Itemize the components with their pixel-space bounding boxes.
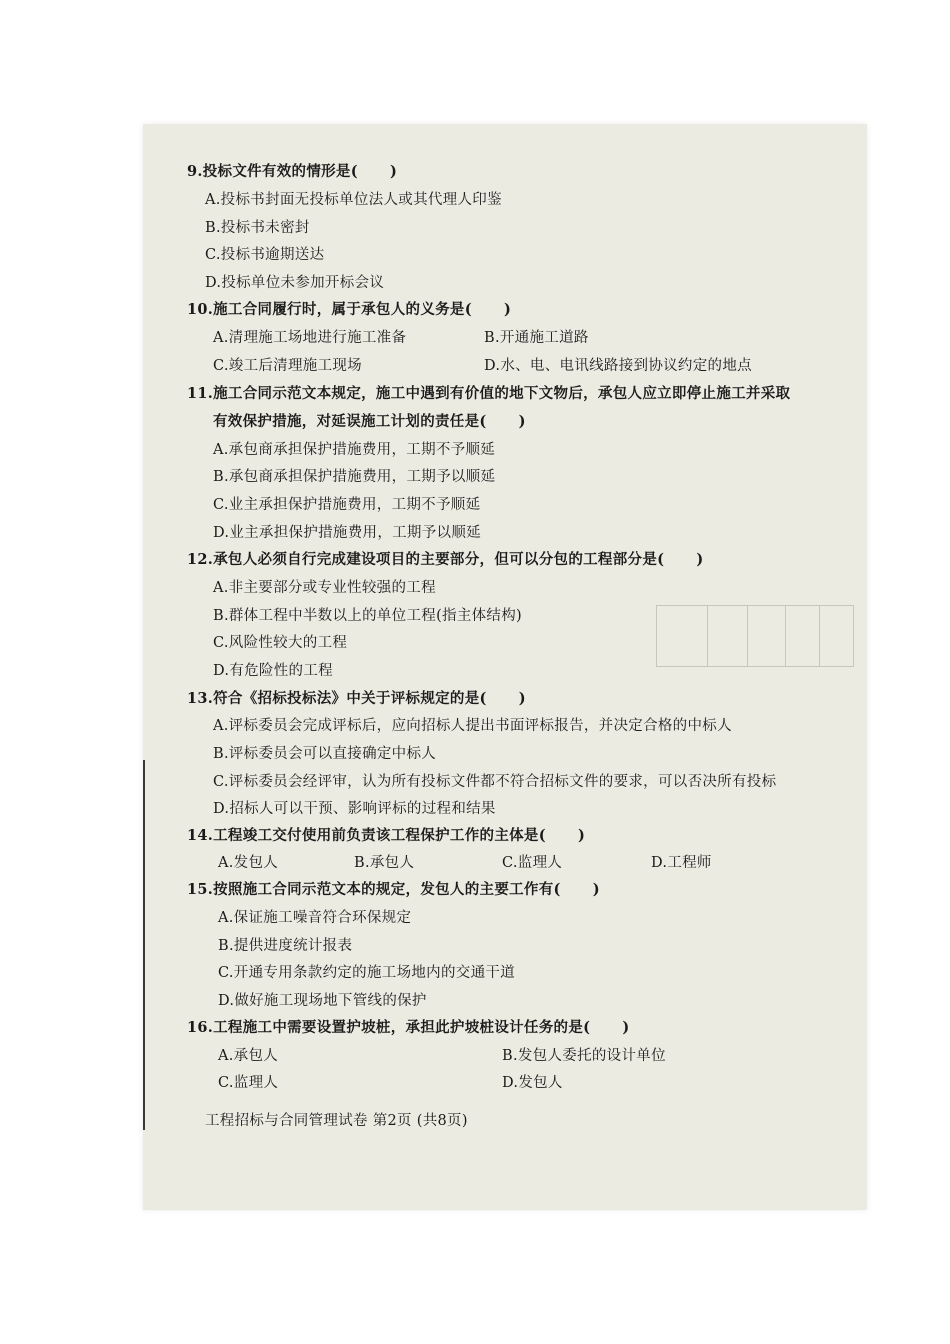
question-11-stem-line-2: 有效保护措施，对延误施工计划的责任是( ) xyxy=(213,413,526,430)
question-14-stem: 14.工程竣工交付使用前负责该工程保护工作的主体是( ) xyxy=(187,827,586,844)
question-13-stem: 13.符合《招标投标法》中关于评标规定的是( ) xyxy=(187,690,526,707)
question-16-option-a: A.承包人 xyxy=(218,1048,279,1064)
question-15-option-a: A.保证施工噪音符合环保规定 xyxy=(218,910,412,926)
question-9-option-a: A.投标书封面无投标单位法人或其代理人印鉴 xyxy=(205,192,502,208)
question-10-option-a: A.清理施工场地进行施工准备 xyxy=(213,330,407,346)
question-11-option-b: B.承包商承担保护措施费用，工期予以顺延 xyxy=(213,469,496,485)
question-16-stem: 16.工程施工中需要设置护坡桩，承担此护坡桩设计任务的是( ) xyxy=(187,1019,630,1036)
question-15-stem: 15.按照施工合同示范文本的规定，发包人的主要工作有( ) xyxy=(187,881,600,898)
question-15-option-d: D.做好施工现场地下管线的保护 xyxy=(218,993,427,1009)
question-9-stem: 9.投标文件有效的情形是( ) xyxy=(187,163,398,180)
question-9-option-d: D.投标单位未参加开标会议 xyxy=(205,275,385,291)
bleed-through-score-table xyxy=(656,605,854,667)
question-12-stem: 12.承包人必须自行完成建设项目的主要部分，但可以分包的工程部分是( ) xyxy=(187,551,704,568)
question-13-option-b: B.评标委员会可以直接确定中标人 xyxy=(213,746,437,762)
question-15-option-c: C.开通专用条款约定的施工场地内的交通干道 xyxy=(218,965,515,981)
question-14-option-d: D.工程师 xyxy=(651,855,712,871)
question-10-option-b: B.开通施工道路 xyxy=(484,330,589,346)
question-9-option-b: B.投标书未密封 xyxy=(205,220,310,236)
question-13-option-c: C.评标委员会经评审，认为所有投标文件都不符合招标文件的要求，可以否决所有投标 xyxy=(213,774,777,790)
left-binding-rule xyxy=(143,760,145,1130)
question-14-option-c: C.监理人 xyxy=(502,855,563,871)
question-12-option-c: C.风险性较大的工程 xyxy=(213,635,348,651)
question-13-option-d: D.招标人可以干预、影响评标的过程和结果 xyxy=(213,801,496,817)
question-16-option-b: B.发包人委托的设计单位 xyxy=(502,1048,666,1064)
question-16-option-c: C.监理人 xyxy=(218,1075,279,1091)
question-12-option-b: B.群体工程中半数以上的单位工程(指主体结构) xyxy=(213,608,522,624)
question-14-option-a: A.发包人 xyxy=(218,855,279,871)
question-11-option-a: A.承包商承担保护措施费用，工期不予顺延 xyxy=(213,442,496,458)
question-12-option-a: A.非主要部分或专业性较强的工程 xyxy=(213,580,436,596)
question-16-option-d: D.发包人 xyxy=(502,1075,563,1091)
question-14-option-b: B.承包人 xyxy=(354,855,415,871)
question-11-option-d: D.业主承担保护措施费用，工期予以顺延 xyxy=(213,525,481,541)
question-11-stem-line-1: 11.施工合同示范文本规定，施工中遇到有价值的地下文物后，承包人应立即停止施工并采取 xyxy=(187,385,791,402)
page-footer: 工程招标与合同管理试卷 第2页 (共8页) xyxy=(205,1113,468,1129)
question-12-option-d: D.有危险性的工程 xyxy=(213,663,333,679)
question-15-option-b: B.提供进度统计报表 xyxy=(218,938,353,954)
question-10-option-d: D.水、电、电讯线路接到协议约定的地点 xyxy=(484,358,752,374)
question-13-option-a: A.评标委员会完成评标后，应向招标人提出书面评标报告，并决定合格的中标人 xyxy=(213,718,732,734)
question-10-option-c: C.竣工后清理施工现场 xyxy=(213,358,362,374)
question-9-option-c: C.投标书逾期送达 xyxy=(205,247,325,263)
question-11-option-c: C.业主承担保护措施费用，工期不予顺延 xyxy=(213,497,481,513)
question-10-stem: 10.施工合同履行时，属于承包人的义务是( ) xyxy=(187,301,512,318)
